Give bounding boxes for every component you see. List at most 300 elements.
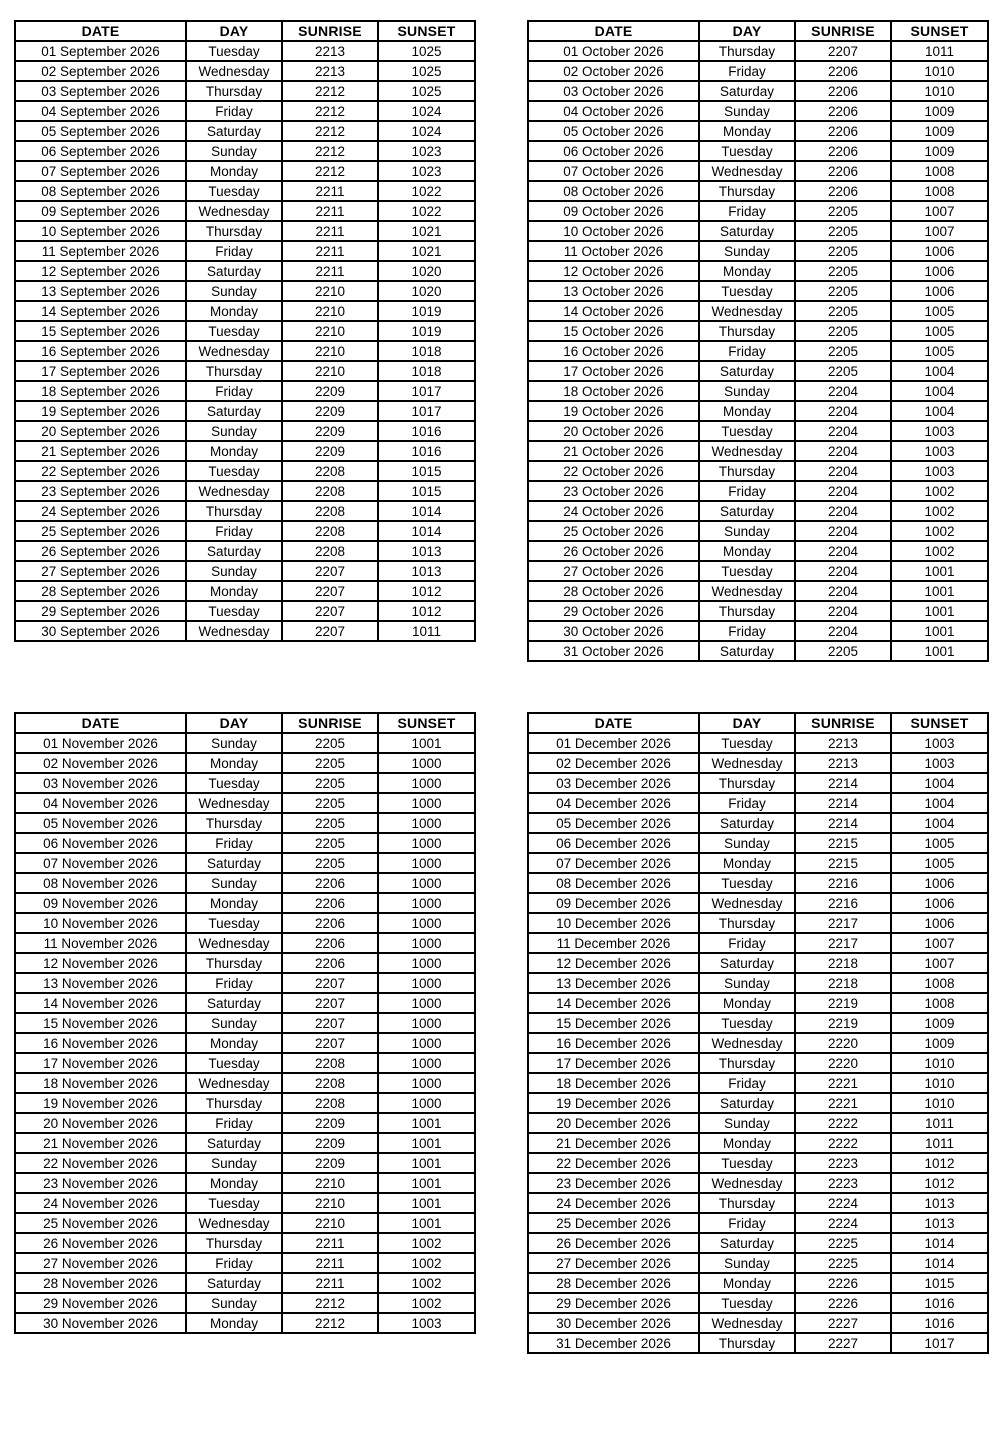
cell-sunset: 1009 [891, 1033, 988, 1053]
table-row [15, 1173, 475, 1193]
cell-sunrise: 2211 [282, 201, 378, 221]
cell-day: Monday [186, 893, 282, 913]
cell-sunrise: 2205 [795, 321, 891, 341]
cell-sunrise: 2211 [282, 1273, 378, 1293]
cell-date: 10 December 2026 [528, 913, 699, 933]
cell-day: Tuesday [699, 561, 795, 581]
cell-sunrise: 2208 [282, 1073, 378, 1093]
table-row [15, 1153, 475, 1173]
table-body-october [528, 41, 988, 661]
cell-day: Wednesday [699, 441, 795, 461]
table-row [15, 873, 475, 893]
cell-date: 10 November 2026 [15, 913, 186, 933]
cell-day: Thursday [699, 461, 795, 481]
cell-date: 08 December 2026 [528, 873, 699, 893]
cell-sunrise: 2221 [795, 1093, 891, 1113]
cell-date: 14 November 2026 [15, 993, 186, 1013]
cell-day: Friday [699, 1073, 795, 1093]
cell-sunset: 1003 [891, 441, 988, 461]
cell-sunset: 1022 [378, 181, 475, 201]
cell-date: 29 December 2026 [528, 1293, 699, 1313]
table-row [15, 833, 475, 853]
cell-sunset: 1022 [378, 201, 475, 221]
table-row [15, 1073, 475, 1093]
cell-sunrise: 2210 [282, 361, 378, 381]
cell-sunrise: 2225 [795, 1233, 891, 1253]
cell-sunrise: 2219 [795, 993, 891, 1013]
cell-date: 24 October 2026 [528, 501, 699, 521]
cell-sunset: 1003 [891, 753, 988, 773]
cell-day: Friday [699, 201, 795, 221]
cell-sunset: 1002 [378, 1273, 475, 1293]
table-row [528, 281, 988, 301]
cell-date: 28 October 2026 [528, 581, 699, 601]
cell-day: Thursday [699, 181, 795, 201]
cell-sunset: 1004 [891, 773, 988, 793]
cell-sunset: 1006 [891, 913, 988, 933]
table-row [528, 261, 988, 281]
table-row [528, 1213, 988, 1233]
table-row [528, 1053, 988, 1073]
cell-day: Sunday [186, 873, 282, 893]
table-row [15, 913, 475, 933]
table-row [528, 893, 988, 913]
cell-day: Thursday [186, 501, 282, 521]
cell-day: Tuesday [186, 601, 282, 621]
cell-sunrise: 2204 [795, 581, 891, 601]
cell-sunset: 1013 [891, 1193, 988, 1213]
column-header-day: DAY [699, 21, 795, 41]
cell-sunrise: 2212 [282, 141, 378, 161]
cell-sunset: 1024 [378, 101, 475, 121]
cell-day: Sunday [699, 973, 795, 993]
cell-date: 02 October 2026 [528, 61, 699, 81]
cell-sunset: 1000 [378, 853, 475, 873]
cell-day: Monday [699, 1273, 795, 1293]
sunrise-sunset-table-september [14, 20, 476, 642]
cell-sunset: 1005 [891, 301, 988, 321]
cell-date: 05 September 2026 [15, 121, 186, 141]
table-row [15, 1253, 475, 1273]
table-row [528, 61, 988, 81]
cell-date: 01 October 2026 [528, 41, 699, 61]
cell-date: 01 November 2026 [15, 733, 186, 753]
table-row [15, 361, 475, 381]
table-row [15, 1053, 475, 1073]
table-row [15, 541, 475, 561]
column-header-day: DAY [699, 713, 795, 733]
cell-sunrise: 2223 [795, 1153, 891, 1173]
cell-date: 26 September 2026 [15, 541, 186, 561]
cell-sunset: 1007 [891, 933, 988, 953]
cell-sunset: 1000 [378, 1073, 475, 1093]
cell-sunrise: 2211 [282, 181, 378, 201]
table-row [15, 1313, 475, 1333]
table-row [15, 793, 475, 813]
cell-date: 19 October 2026 [528, 401, 699, 421]
cell-sunset: 1004 [891, 381, 988, 401]
table-row [15, 281, 475, 301]
cell-sunrise: 2225 [795, 1253, 891, 1273]
table-row [528, 813, 988, 833]
cell-date: 20 December 2026 [528, 1113, 699, 1133]
cell-date: 30 October 2026 [528, 621, 699, 641]
table-row [15, 141, 475, 161]
table-row [15, 41, 475, 61]
cell-sunset: 1025 [378, 41, 475, 61]
cell-sunset: 1013 [378, 541, 475, 561]
cell-sunrise: 2206 [795, 181, 891, 201]
table-row [15, 521, 475, 541]
cell-sunrise: 2207 [282, 561, 378, 581]
cell-sunset: 1012 [378, 601, 475, 621]
table-row [15, 81, 475, 101]
cell-sunrise: 2205 [282, 733, 378, 753]
cell-day: Tuesday [699, 1013, 795, 1033]
cell-day: Saturday [699, 1233, 795, 1253]
cell-sunrise: 2211 [282, 1253, 378, 1273]
cell-day: Saturday [186, 853, 282, 873]
cell-date: 11 December 2026 [528, 933, 699, 953]
cell-sunrise: 2205 [795, 261, 891, 281]
cell-sunset: 1000 [378, 833, 475, 853]
cell-sunset: 1000 [378, 973, 475, 993]
cell-sunrise: 2205 [795, 341, 891, 361]
table-row [15, 853, 475, 873]
table-body-september [15, 41, 475, 641]
cell-day: Tuesday [186, 181, 282, 201]
cell-date: 24 December 2026 [528, 1193, 699, 1213]
cell-sunrise: 2207 [282, 1013, 378, 1033]
cell-sunset: 1002 [891, 481, 988, 501]
column-header-sunset: SUNSET [891, 713, 988, 733]
table-header-row [15, 21, 475, 41]
cell-date: 10 September 2026 [15, 221, 186, 241]
cell-sunrise: 2210 [282, 1213, 378, 1233]
cell-date: 17 October 2026 [528, 361, 699, 381]
cell-sunrise: 2207 [282, 621, 378, 641]
cell-date: 03 November 2026 [15, 773, 186, 793]
cell-day: Wednesday [186, 621, 282, 641]
cell-date: 10 October 2026 [528, 221, 699, 241]
cell-date: 25 September 2026 [15, 521, 186, 541]
cell-sunset: 1013 [891, 1213, 988, 1233]
cell-date: 13 November 2026 [15, 973, 186, 993]
cell-date: 23 September 2026 [15, 481, 186, 501]
cell-sunrise: 2205 [795, 221, 891, 241]
cell-sunset: 1014 [378, 521, 475, 541]
cell-sunset: 1001 [891, 641, 988, 661]
cell-day: Tuesday [186, 41, 282, 61]
cell-date: 26 December 2026 [528, 1233, 699, 1253]
cell-date: 03 December 2026 [528, 773, 699, 793]
column-header-day: DAY [186, 713, 282, 733]
column-header-sunset: SUNSET [891, 21, 988, 41]
cell-sunrise: 2226 [795, 1293, 891, 1313]
cell-day: Saturday [699, 361, 795, 381]
table-row [528, 401, 988, 421]
cell-sunset: 1001 [891, 621, 988, 641]
table-row [528, 1013, 988, 1033]
table-row [15, 201, 475, 221]
cell-sunrise: 2227 [795, 1313, 891, 1333]
cell-day: Tuesday [186, 1193, 282, 1213]
cell-day: Monday [186, 581, 282, 601]
cell-day: Wednesday [186, 341, 282, 361]
cell-date: 25 October 2026 [528, 521, 699, 541]
cell-sunrise: 2204 [795, 401, 891, 421]
cell-day: Wednesday [699, 1033, 795, 1053]
cell-sunset: 1003 [891, 421, 988, 441]
table-row [15, 1293, 475, 1313]
table-row [15, 773, 475, 793]
table-row [15, 581, 475, 601]
cell-sunrise: 2204 [795, 621, 891, 641]
cell-sunrise: 2206 [282, 873, 378, 893]
cell-sunrise: 2205 [795, 241, 891, 261]
table-row [528, 1193, 988, 1213]
cell-day: Monday [699, 541, 795, 561]
table-section-november [14, 712, 476, 1334]
cell-date: 08 September 2026 [15, 181, 186, 201]
cell-sunset: 1006 [891, 893, 988, 913]
cell-day: Tuesday [186, 321, 282, 341]
cell-day: Tuesday [186, 913, 282, 933]
table-row [15, 601, 475, 621]
table-row [528, 1293, 988, 1313]
cell-sunset: 1015 [378, 461, 475, 481]
cell-sunrise: 2205 [282, 853, 378, 873]
cell-sunset: 1011 [891, 41, 988, 61]
cell-sunset: 1009 [891, 121, 988, 141]
cell-date: 28 December 2026 [528, 1273, 699, 1293]
cell-sunrise: 2223 [795, 1173, 891, 1193]
cell-day: Monday [186, 1173, 282, 1193]
cell-date: 19 September 2026 [15, 401, 186, 421]
cell-day: Sunday [186, 733, 282, 753]
table-row [15, 381, 475, 401]
cell-sunrise: 2216 [795, 893, 891, 913]
cell-day: Friday [186, 241, 282, 261]
cell-sunrise: 2211 [282, 241, 378, 261]
column-header-date: DATE [15, 713, 186, 733]
cell-date: 27 September 2026 [15, 561, 186, 581]
table-row [15, 1193, 475, 1213]
cell-day: Sunday [699, 1253, 795, 1273]
cell-sunset: 1005 [891, 341, 988, 361]
cell-sunset: 1014 [891, 1253, 988, 1273]
cell-day: Monday [186, 753, 282, 773]
cell-date: 06 October 2026 [528, 141, 699, 161]
cell-day: Monday [699, 853, 795, 873]
cell-date: 12 October 2026 [528, 261, 699, 281]
table-row [528, 441, 988, 461]
table-row [528, 1073, 988, 1093]
cell-day: Saturday [186, 261, 282, 281]
cell-sunrise: 2209 [282, 401, 378, 421]
cell-date: 22 October 2026 [528, 461, 699, 481]
table-row [15, 1273, 475, 1293]
cell-sunset: 1011 [891, 1113, 988, 1133]
cell-date: 04 October 2026 [528, 101, 699, 121]
cell-date: 27 December 2026 [528, 1253, 699, 1273]
cell-day: Wednesday [186, 201, 282, 221]
cell-sunset: 1002 [891, 521, 988, 541]
cell-sunset: 1021 [378, 241, 475, 261]
cell-date: 15 September 2026 [15, 321, 186, 341]
cell-sunset: 1004 [891, 361, 988, 381]
cell-date: 23 November 2026 [15, 1173, 186, 1193]
cell-sunrise: 2210 [282, 321, 378, 341]
cell-date: 05 December 2026 [528, 813, 699, 833]
cell-sunset: 1000 [378, 1093, 475, 1113]
sunrise-sunset-table-november [14, 712, 476, 1334]
cell-sunrise: 2204 [795, 481, 891, 501]
cell-sunrise: 2204 [795, 461, 891, 481]
cell-sunrise: 2210 [282, 1193, 378, 1213]
cell-sunrise: 2208 [282, 541, 378, 561]
cell-sunset: 1008 [891, 993, 988, 1013]
cell-sunset: 1024 [378, 121, 475, 141]
cell-sunset: 1001 [378, 733, 475, 753]
table-body-november [15, 733, 475, 1333]
cell-sunset: 1006 [891, 261, 988, 281]
cell-date: 17 November 2026 [15, 1053, 186, 1073]
cell-date: 22 December 2026 [528, 1153, 699, 1173]
cell-sunrise: 2204 [795, 541, 891, 561]
cell-sunset: 1025 [378, 61, 475, 81]
cell-sunrise: 2214 [795, 813, 891, 833]
cell-sunset: 1010 [891, 81, 988, 101]
cell-sunrise: 2212 [282, 101, 378, 121]
cell-sunrise: 2212 [282, 1313, 378, 1333]
cell-day: Friday [699, 1213, 795, 1233]
cell-date: 16 September 2026 [15, 341, 186, 361]
table-row [528, 601, 988, 621]
cell-date: 11 October 2026 [528, 241, 699, 261]
cell-sunrise: 2224 [795, 1213, 891, 1233]
cell-sunset: 1002 [891, 501, 988, 521]
cell-sunset: 1023 [378, 161, 475, 181]
column-header-date: DATE [528, 713, 699, 733]
table-row [528, 1093, 988, 1113]
cell-date: 27 November 2026 [15, 1253, 186, 1273]
cell-date: 20 November 2026 [15, 1113, 186, 1133]
cell-day: Tuesday [699, 421, 795, 441]
table-row [528, 381, 988, 401]
cell-sunrise: 2211 [282, 221, 378, 241]
cell-sunrise: 2212 [282, 121, 378, 141]
cell-date: 28 November 2026 [15, 1273, 186, 1293]
table-row [528, 753, 988, 773]
cell-sunrise: 2212 [282, 81, 378, 101]
cell-sunset: 1017 [891, 1333, 988, 1353]
cell-date: 09 December 2026 [528, 893, 699, 913]
cell-sunset: 1000 [378, 893, 475, 913]
cell-sunset: 1025 [378, 81, 475, 101]
table-row [15, 993, 475, 1013]
cell-date: 16 December 2026 [528, 1033, 699, 1053]
cell-sunset: 1012 [891, 1153, 988, 1173]
table-row [528, 1133, 988, 1153]
cell-date: 31 December 2026 [528, 1333, 699, 1353]
cell-sunrise: 2211 [282, 261, 378, 281]
cell-sunrise: 2207 [282, 1033, 378, 1053]
cell-sunrise: 2213 [282, 41, 378, 61]
cell-sunset: 1016 [378, 441, 475, 461]
cell-date: 02 November 2026 [15, 753, 186, 773]
cell-day: Thursday [186, 361, 282, 381]
cell-day: Monday [699, 993, 795, 1013]
cell-sunset: 1007 [891, 221, 988, 241]
table-row [15, 501, 475, 521]
cell-day: Tuesday [699, 873, 795, 893]
cell-sunrise: 2224 [795, 1193, 891, 1213]
cell-sunset: 1000 [378, 993, 475, 1013]
column-header-sunrise: SUNRISE [282, 21, 378, 41]
cell-day: Monday [699, 401, 795, 421]
cell-sunrise: 2227 [795, 1333, 891, 1353]
cell-sunset: 1002 [378, 1233, 475, 1253]
table-header-row [528, 713, 988, 733]
table-row [528, 953, 988, 973]
cell-date: 14 December 2026 [528, 993, 699, 1013]
table-row [15, 341, 475, 361]
cell-day: Thursday [186, 221, 282, 241]
cell-sunset: 1014 [378, 501, 475, 521]
cell-sunrise: 2206 [795, 61, 891, 81]
cell-sunset: 1006 [891, 281, 988, 301]
table-row [528, 421, 988, 441]
cell-sunset: 1004 [891, 813, 988, 833]
cell-day: Sunday [186, 281, 282, 301]
table-section-september [14, 20, 476, 642]
cell-sunrise: 2209 [282, 441, 378, 461]
cell-day: Thursday [699, 1053, 795, 1073]
cell-sunrise: 2208 [282, 461, 378, 481]
cell-date: 19 December 2026 [528, 1093, 699, 1113]
cell-sunrise: 2221 [795, 1073, 891, 1093]
table-row [528, 181, 988, 201]
cell-date: 06 September 2026 [15, 141, 186, 161]
cell-date: 12 November 2026 [15, 953, 186, 973]
cell-date: 02 December 2026 [528, 753, 699, 773]
cell-sunset: 1008 [891, 181, 988, 201]
table-row [528, 873, 988, 893]
cell-day: Thursday [186, 81, 282, 101]
cell-date: 08 November 2026 [15, 873, 186, 893]
cell-day: Sunday [186, 421, 282, 441]
cell-sunset: 1016 [378, 421, 475, 441]
cell-sunrise: 2212 [282, 161, 378, 181]
cell-sunset: 1008 [891, 161, 988, 181]
cell-sunrise: 2205 [282, 793, 378, 813]
cell-date: 25 November 2026 [15, 1213, 186, 1233]
cell-sunset: 1006 [891, 873, 988, 893]
cell-sunset: 1009 [891, 101, 988, 121]
cell-sunrise: 2214 [795, 793, 891, 813]
table-row [528, 1153, 988, 1173]
column-header-sunset: SUNSET [378, 713, 475, 733]
cell-sunrise: 2215 [795, 833, 891, 853]
cell-sunset: 1019 [378, 321, 475, 341]
cell-day: Saturday [186, 993, 282, 1013]
cell-sunset: 1019 [378, 301, 475, 321]
cell-day: Tuesday [699, 281, 795, 301]
cell-day: Wednesday [186, 1213, 282, 1233]
cell-sunrise: 2205 [282, 833, 378, 853]
table-row [528, 41, 988, 61]
